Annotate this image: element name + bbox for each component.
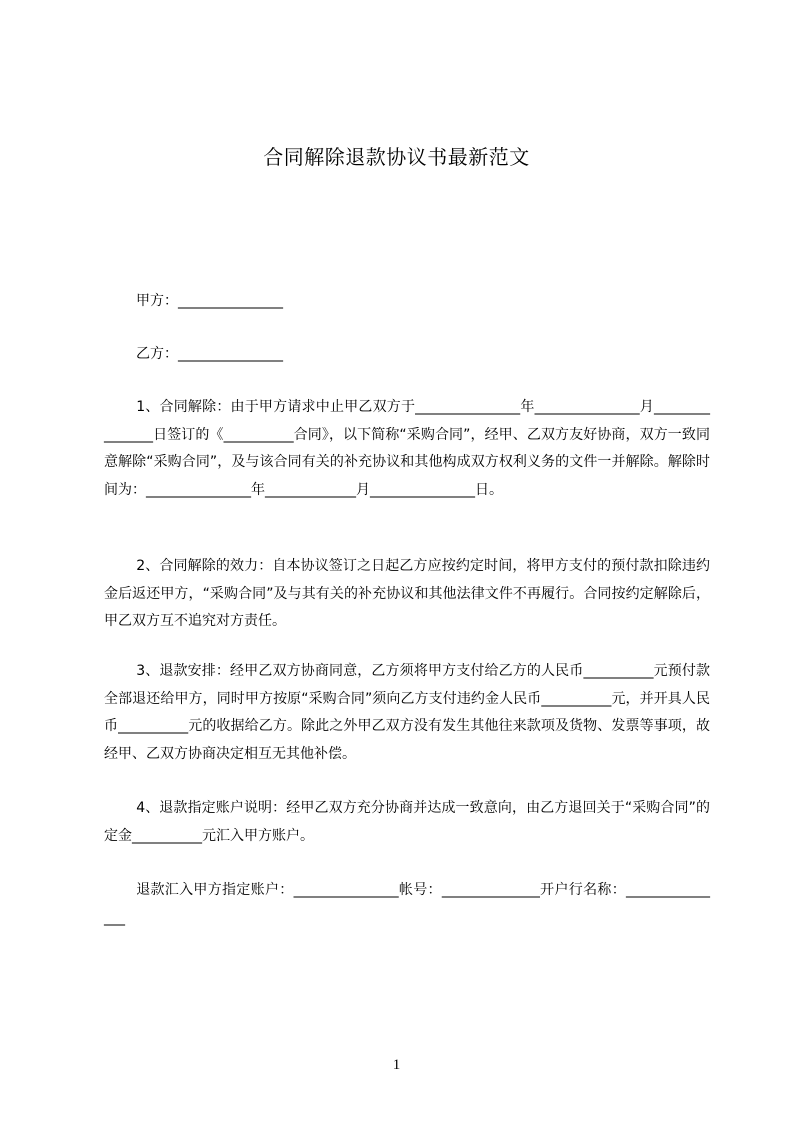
- clause-refund-account: 4、退款指定账户说明：经甲乙双方充分协商并达成一致意向，由乙方退回关于“采购合同”的定金__________元汇入甲方账户。: [104, 800, 710, 844]
- clause-refund-arrangement: 3、退款安排：经甲乙双方协商同意，乙方须将甲方支付给乙方的人民币__________元预付款全部退还给甲方，同时甲方按原“采购合同”须向乙方支付违约金人民币__________元，并开具人民币__________元的收据给乙方。除此之外甲乙双方没有发生其他往来款项及货物、发票等事项，故经甲、乙双方协商决定相互无其他补偿。: [104, 663, 710, 762]
- clause-contract-termination: 1、合同解除：由于甲方请求中止甲乙双方于_______________年_______________月_______________日签订的《__________合同》，以下简称“采购合同”，经甲、乙双方友好协商，双方一致同意解除“采购合同”，及与该合同有关的补充协议和其他构成双方权利义务的文件一并解除。解除时间为：_______________年_____________月_______________日。: [104, 399, 710, 498]
- document-title: 合同解除退款协议书最新范文: [263, 145, 530, 169]
- refund-account-info: 退款汇入甲方指定账户：_______________帐号：______________开户行名称：_______________: [104, 882, 710, 926]
- page-number: 1: [392, 1057, 401, 1073]
- clause-termination-effect: 2、合同解除的效力：自本协议签订之日起乙方应按约定时间，将甲方支付的预付款扣除违约金后返还甲方，“采购合同”及与其有关的补充协议和其他法律文件不再履行。合同按约定解除后，甲乙双方互不追究对方责任。: [104, 558, 710, 629]
- party-b-line: 乙方：_______________: [136, 346, 283, 362]
- party-a-line: 甲方：_______________: [136, 293, 283, 309]
